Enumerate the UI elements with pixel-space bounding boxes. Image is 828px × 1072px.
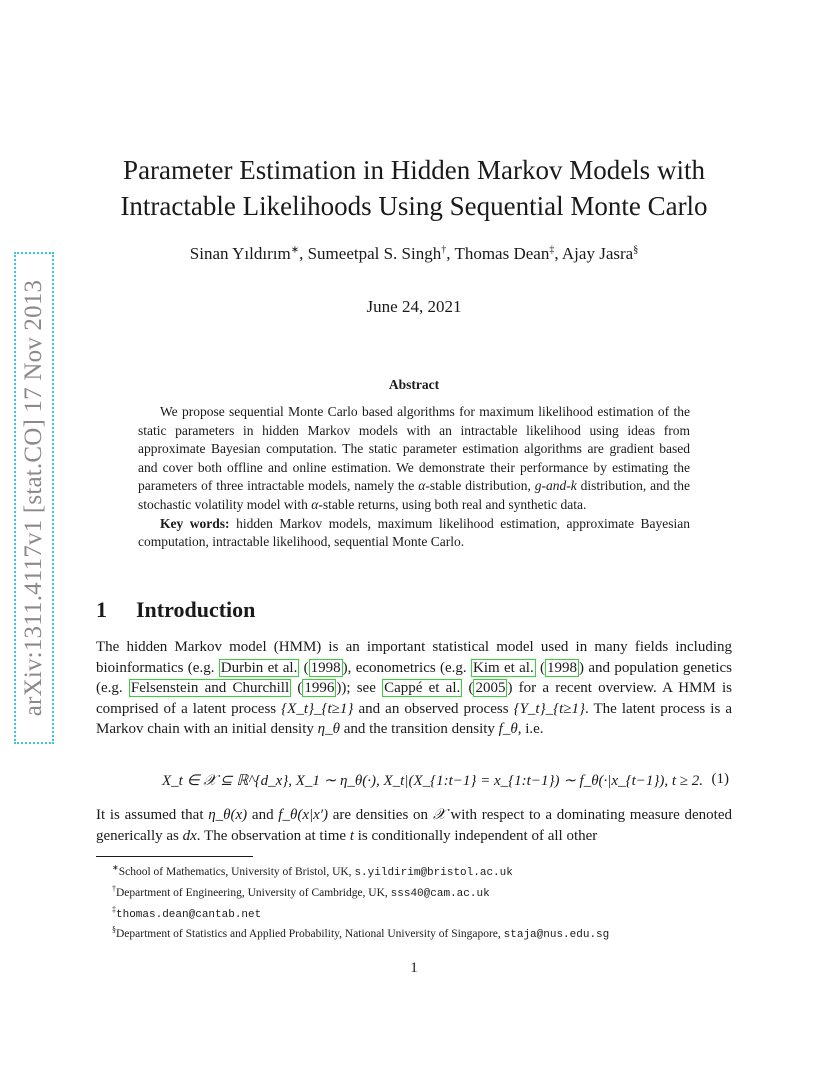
abstract-text: -stable returns, using both real and synthetic data. (318, 496, 587, 512)
math-observed-process: {Y_t}_{t≥1} (513, 700, 585, 717)
body-text: . The latent process is a Markov chain with an initial density (96, 700, 732, 738)
body-text: with respect to a dominating measure denoted generically as (96, 807, 732, 844)
title-line-1: Parameter Estimation in Hidden Markov Models with (123, 155, 705, 185)
body-text: ) for a recent overview. A HMM is comprised of a latent process (96, 680, 733, 717)
footnote-text: Department of Engineering, University of Cambridge, UK, (116, 886, 391, 899)
footnotes (112, 860, 736, 943)
abstract-text: -stable distribution, (425, 478, 535, 494)
body-text: ) and population genetics (e.g. (96, 659, 732, 697)
math-expression: η_θ(x) (208, 807, 248, 823)
keywords-paragraph (138, 515, 690, 552)
math-expression: dx (182, 827, 197, 844)
body-text: ), econometrics (e.g. (342, 659, 471, 676)
title-line-2: Intractable Likelihoods Using Sequential Monte Carlo (120, 191, 708, 221)
footnote-email[interactable]: staja@nus.edu.sg (503, 929, 610, 942)
footnote-item (112, 922, 736, 943)
body-text: It is assumed that (96, 807, 209, 823)
math-transition-density: f_θ (498, 721, 518, 738)
author-name: Thomas Dean (454, 244, 550, 263)
arxiv-stamp-text: arXiv:1311.4117v1 [stat.CO] 17 Nov 2013 (20, 279, 47, 717)
math-expression: t (349, 827, 354, 844)
body-text: )); see (336, 680, 383, 697)
section-number: 1 (96, 597, 107, 622)
footnote-mark: ‡ (112, 904, 116, 914)
math-expression: 𝒳 (432, 807, 446, 823)
section-heading (96, 597, 255, 623)
abstract-text: We propose sequential Monte Carlo based algorithms for maximum likelihood estimation of the static parameters in hidden Markov models with an intractable likelihood using ideas from approximate Bayesian computation. The static parameter estimation algorithms are gradient based and cover both offline and online estimation. We demonstrate their performance by estimating the parameters of three intractable models, namely the (138, 404, 690, 494)
author-mark[interactable]: † (441, 244, 447, 256)
citation-link[interactable]: Felsenstein and Churchill (130, 680, 290, 697)
abstract-body (138, 403, 690, 552)
citation-year-link[interactable]: 1998 (547, 659, 578, 676)
footnote-mark: § (112, 925, 116, 935)
author-mark[interactable]: ‡ (549, 244, 555, 256)
arxiv-stamp[interactable] (14, 252, 54, 744)
author-list: Sinan Yıldırım∗, Sumeetpal S. Singh†, Thomas Dean‡, Ajay Jasra§ (189, 244, 639, 263)
equation-number: (1) (711, 771, 729, 787)
body-text: and (247, 807, 279, 823)
author-name: Sumeetpal S. Singh (307, 244, 442, 263)
math-latent-process: {X_t}_{t≥1} (281, 700, 354, 717)
footnote-email[interactable]: thomas.dean@cantab.net (116, 908, 262, 921)
equation-1 (96, 771, 732, 793)
page-number: 1 (410, 960, 418, 976)
author-name: Ajay Jasra (561, 244, 634, 263)
citation-link[interactable]: Durbin et al. (220, 659, 298, 676)
abstract-paragraph (138, 403, 690, 515)
body-text: and an observed process (353, 700, 514, 717)
body-text: The hidden Markov model (HMM) is an important statistical model used in many fields including bioinformatics (e.g. (96, 639, 732, 676)
keywords-text: hidden Markov models, maximum likelihood estimation, approximate Bayesian computation, intractable likelihood, sequential Monte Carlo. (138, 515, 690, 550)
citation-year-link[interactable]: 1996 (304, 680, 335, 697)
citation-link[interactable]: Cappé et al. (384, 680, 461, 697)
footnote-item (112, 902, 736, 923)
body-text: are densities on (328, 807, 433, 823)
footnote-item (112, 881, 736, 902)
body-text: , i.e. (517, 721, 544, 738)
intro-paragraph: The hidden Markov model (HMM) is an important statistical model used in many fields including bioinformatics (e.g. Durbin et al. ( 1998 ), econometrics (e.g. Kim et al. ( 1998 ) and population genetics (e.g. Felsenstein and Churchill ( 1996 )); see Cappé et al. ( 2005 ) for a recent overview. A HMM is comprised of a latent process {X_t}_{t≥1} and an observed process {Y_t}_{t≥1}. The latent process is a Markov chain with an initial density η_θ and the transition density f_θ, i.e. (96, 639, 733, 738)
paper-title (96, 152, 732, 224)
math-initial-density: η_θ (317, 721, 340, 738)
math-alpha: α (418, 478, 426, 494)
body-text: . The observation at time (196, 827, 350, 844)
author-name: Sinan Yıldırım (189, 244, 291, 263)
section-title: Introduction (136, 597, 256, 622)
footnote-divider (96, 856, 253, 857)
footnote-item (112, 860, 736, 881)
footnote-text: Department of Statistics and Applied Probability, National University of Singapore, (116, 928, 504, 941)
keywords-label: Key words: (160, 515, 230, 531)
footnote-text: School of Mathematics, University of Bristol, UK, (118, 865, 355, 878)
body-text: and the transition density (339, 721, 499, 738)
author-mark[interactable]: ∗ (290, 244, 300, 256)
math-expression: f_θ(x|x′) (278, 807, 329, 823)
equation-body: X_t ∈ 𝒳 ⊆ ℝ^{d_x}, X_1 ∼ η_θ(·), X_t|(X_{1:t−1} = x_{1:t−1}) ∼ f_θ(·|x_{t−1}), t ≥ 2. (162, 773, 704, 789)
math-alpha: α (311, 496, 319, 512)
author-mark[interactable]: § (633, 244, 639, 256)
gandk-term: g-and-k (534, 478, 577, 494)
intro-paragraph-2 (96, 805, 732, 846)
citation-link[interactable]: Kim et al. (473, 659, 534, 676)
footnote-mark: ∗ (112, 863, 119, 872)
abstract-text: distribution, and the stochastic volatility model with (138, 478, 690, 512)
footnote-email[interactable]: sss40@cam.ac.uk (390, 887, 490, 900)
footnote-mark: † (112, 883, 116, 893)
footnote-email[interactable]: s.yildirim@bristol.ac.uk (354, 866, 513, 879)
citation-year-link[interactable]: 2005 (475, 680, 506, 697)
abstract-heading: Abstract (388, 377, 440, 392)
paper-date: June 24, 2021 (366, 297, 462, 316)
body-text: is conditionally independent of all other (354, 827, 598, 844)
citation-year-link[interactable]: 1998 (310, 659, 341, 676)
